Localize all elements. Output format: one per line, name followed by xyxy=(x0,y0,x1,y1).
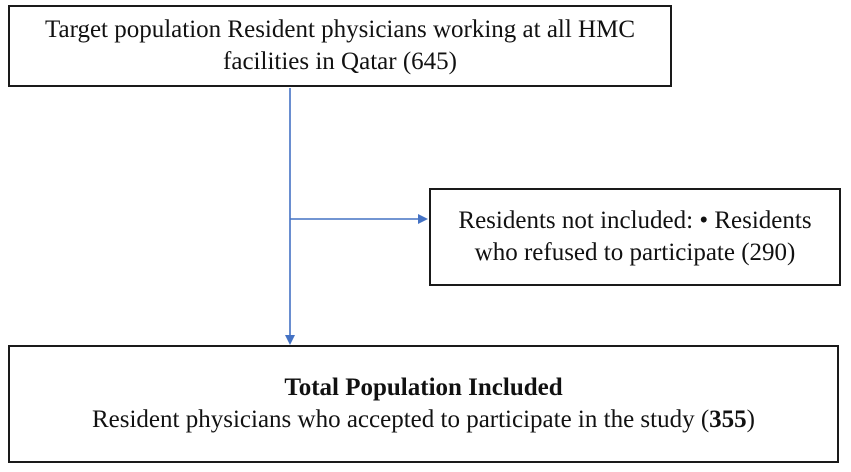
target-population-text: Target population Resident physicians working at all HMC facilities in Qatar (645) xyxy=(44,15,636,75)
included-population-description xyxy=(92,404,755,437)
target-population-box xyxy=(8,5,672,87)
included-text-before: Resident physicians who accepted to participate in the study ( xyxy=(91,406,710,433)
included-population-box xyxy=(8,345,839,463)
excluded-residents-text: Residents not included: • Residents who refused to participate (290) xyxy=(458,206,812,266)
included-population-heading: Total Population Included xyxy=(284,373,563,401)
included-text-after: ) xyxy=(746,406,755,433)
included-count: 355 xyxy=(709,406,747,433)
excluded-residents-box xyxy=(429,188,841,286)
